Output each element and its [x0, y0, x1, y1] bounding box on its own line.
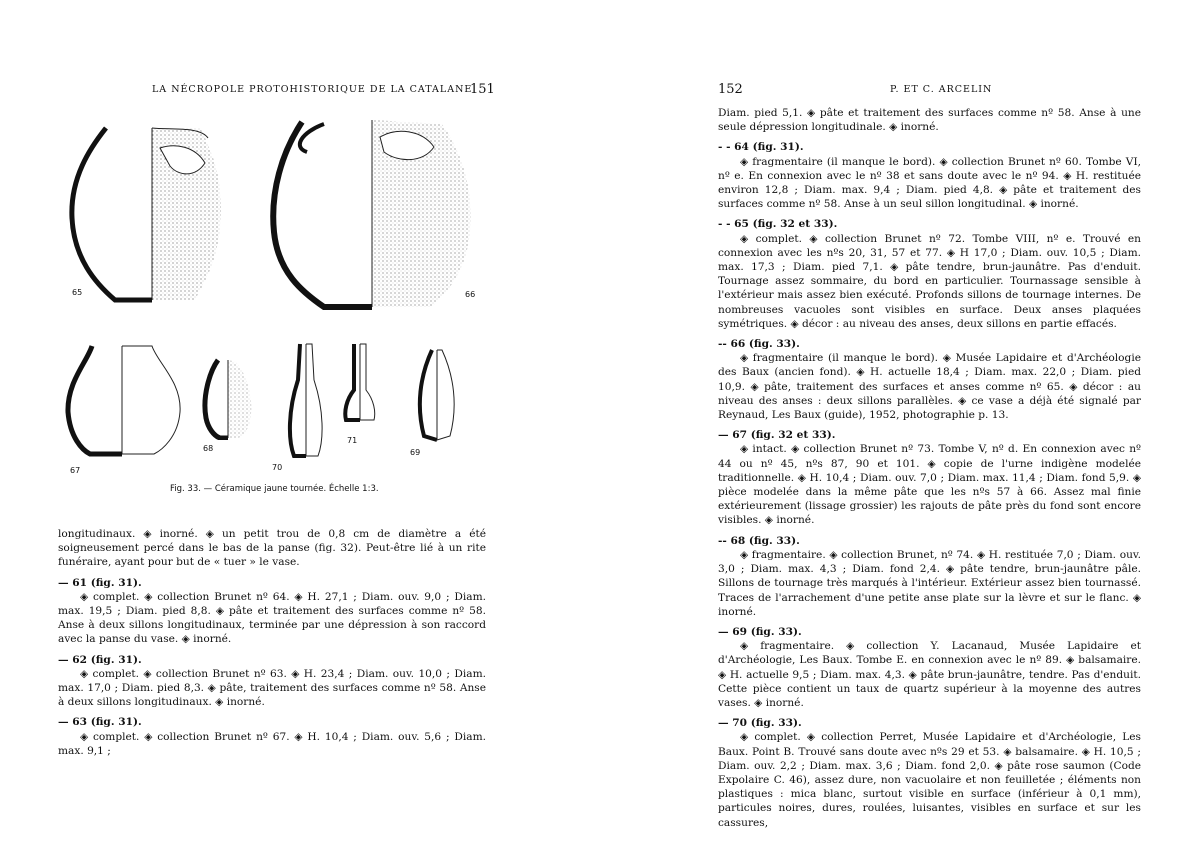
entry-body: ◈ complet. ◈ collection Brunet nº 63. ◈ H. 23,4 ; Diam. ouv. 10,0 ; Diam. max. 17,0 ; Diam. pied 8,3. ◈ pâte, traitement des surfaces comme nº 58. Anse à deux sillons longitudinaux. ◈ inorné. [58, 667, 486, 709]
running-head: LA NÉCROPOLE PROTOHISTORIQUE DE LA CATALANE [152, 84, 473, 95]
text-paragraph [58, 527, 486, 570]
paragraph-body: Diam. pied 5,1. ◈ pâte et traitement des surfaces comme nº 58. Anse à une seule dépression longitudinale. ◈ inorné. [718, 107, 1141, 134]
vessel-drawing-71 [340, 340, 380, 430]
entry-heading: — 61 (fig. 31). [58, 576, 142, 589]
figure-label: 71 [347, 436, 358, 445]
catalogue-entry-65 [718, 217, 1141, 331]
entry-body: ◈ fragmentaire. ◈ collection Brunet, nº 74. ◈ H. restituée 7,0 ; Diam. ouv. 3,0 ; Diam. max. 4,3 ; Diam. fond 2,4. ◈ pâte tendre, brun-jaunâtre pâle. Sillons de tournage très marqués à l'intérieur. Extérieur assez bien tournassé. Traces de l'arrachement d'une petite anse plate sur la lèvre et sur le flanc. ◈ inorné. [718, 548, 1141, 618]
entry-body: ◈ fragmentaire. ◈ collection Y. Lacanaud, Musée Lapidaire et d'Archéologie, Les Baux. Tombe E. en connexion avec le nº 89. ◈ balsamaire. ◈ H. actuelle 9,5 ; Diam. max. 4,3. ◈ pâte brun-jaunâtre, tendre. Pas d'enduit. Cette pièce contient un taux de quartz supérieur à la moyenne des autres vases. ◈ inorné. [718, 640, 1141, 709]
figure-label: 67 [70, 466, 81, 475]
entry-heading: — 63 (fig. 31). [58, 716, 142, 729]
entry-body: ◈ fragmentaire (il manque le bord). ◈ Musée Lapidaire et d'Archéologie des Baux (ancien fond). ◈ H. actuelle 18,4 ; Diam. max. 22,0 ; Diam. pied 10,9. ◈ pâte, traitement des surfaces et anses comme nº 65. ◈ décor : au niveau des anses : deux sillons parallèles. ◈ ce vase a déjà été signalé par Reynaud, Les Baux (guide), 1952, photographie p. 13. [718, 352, 1141, 422]
vessel-drawing-66 [262, 112, 482, 312]
catalogue-entry-69 [718, 625, 1141, 710]
entry-heading: — 69 (fig. 33). [718, 625, 802, 638]
catalogue-entry-70 [718, 716, 1141, 830]
page-number: 151 [470, 82, 495, 97]
left-text-block [58, 527, 486, 764]
entry-body: ◈ complet. ◈ collection Perret, Musée Lapidaire et d'Archéologie, Les Baux. Point B. Trouvé sans doute avec nºs 29 et 53. ◈ balsamaire. ◈ H. 10,5 ; Diam. ouv. 2,2 ; Diam. max. 3,6 ; Diam. fond 2,0. ◈ pâte rose saumon (Code Expolaire C. 46), assez dure, non vacuolaire et non feuilletée ; éléments non plastiques : mica blanc, surtout visible en surface (inférieur à 0,1 mm), particules noires, dures, roulées, luisantes, visibles en surface et sur les cassures, [718, 731, 1141, 829]
vessel-drawing-67 [62, 342, 186, 460]
vessel-drawing-70 [284, 340, 328, 460]
entry-heading: — 70 (fig. 33). [718, 717, 802, 730]
catalogue-entry-63 [58, 715, 486, 758]
entry-heading: -- 66 (fig. 33). [718, 338, 800, 351]
entry-body: ◈ complet. ◈ collection Brunet nº 72. Tombe VIII, nº e. Trouvé en connexion avec les nºs 20, 31, 57 et 77. ◈ H 17,0 ; Diam. ouv. 10,5 ; Diam. max. 17,3 ; Diam. pied 7,1. ◈ pâte tendre, brun-jaunâtre. Pas d'enduit. Tournage assez sommaire, du bord en particulier. Tournassage sensible à l'extérieur mais assez bien exécuté. Profonds sillons de tournage internes. De nombreuses vacuoles sont visibles en surface. Deux anses plaquées symétriques. ◈ décor : au niveau des anses, deux sillons en partie effacés. [718, 232, 1141, 330]
right-page [600, 0, 1200, 846]
entry-body: ◈ intact. ◈ collection Brunet nº 73. Tombe V, nº d. En connexion avec nº 44 ou nº 45, nºs 87, 90 et 101. ◈ copie de l'urne indigène modelée traditionnelle. ◈ H. 10,4 ; Diam. ouv. 7,0 ; Diam. max. 11,4 ; Diam. fond 5,9. ◈ pièce modelée dans la même pâte que les nºs 57 à 66. Assez mal finie extérieurement (lissage grossier) les rajouts de pâte près du fond sont encore visibles. ◈ inorné. [718, 443, 1141, 527]
running-head: P. ET C. ARCELIN [890, 84, 993, 95]
entry-heading: - - 65 (fig. 32 et 33). [718, 218, 838, 231]
right-text-block [718, 106, 1141, 836]
entry-heading: — 62 (fig. 31). [58, 653, 142, 666]
vessel-drawing-65 [60, 118, 230, 308]
entry-heading: -- 68 (fig. 33). [718, 534, 800, 547]
text-paragraph [718, 106, 1141, 134]
figure-label: 66 [465, 290, 476, 299]
catalogue-entry-64 [718, 140, 1141, 211]
entry-body: ◈ complet. ◈ collection Brunet nº 64. ◈ H. 27,1 ; Diam. ouv. 9,0 ; Diam. max. 19,5 ; Diam. pied 8,8. ◈ pâte et traitement des surfaces comme nº 58. Anse à deux sillons longitudinaux, terminée par une dépression à son raccord avec la panse du vase. ◈ inorné. [58, 590, 486, 646]
figure-label: 70 [272, 463, 283, 472]
catalogue-entry-66 [718, 337, 1141, 422]
figure-caption: Fig. 33. — Céramique jaune tournée. Échelle 1:3. [170, 484, 379, 494]
catalogue-entry-62 [58, 653, 486, 710]
paragraph-body: longitudinaux. ◈ inorné. ◈ un petit trou de 0,8 cm de diamètre a été soigneusement percé dans le bas de la panse (fig. 32). Peut-être lié à un rite funéraire, ayant pour but de « tuer » le vase. [58, 528, 486, 569]
catalogue-entry-68 [718, 534, 1141, 619]
entry-body: ◈ fragmentaire (il manque le bord). ◈ collection Brunet nº 60. Tombe VI, nº e. En connexion avec le nº 38 et sans doute avec le nº 94. ◈ H. restituée environ 12,8 ; Diam. max. 9,4 ; Diam. pied 4,8. ◈ pâte et traitement des surfaces comme nº 58. Anse à un seul sillon longitudinal. ◈ inorné. [718, 155, 1141, 211]
vessel-drawing-69 [412, 346, 462, 446]
page-number: 152 [718, 82, 743, 97]
entry-heading: — 67 (fig. 32 et 33). [718, 429, 836, 442]
figure-label: 69 [410, 448, 421, 457]
figure-label: 65 [72, 288, 83, 297]
catalogue-entry-61 [58, 576, 486, 647]
entry-heading: - - 64 (fig. 31). [718, 141, 804, 154]
catalogue-entry-67 [718, 428, 1141, 527]
entry-body: ◈ complet. ◈ collection Brunet nº 67. ◈ H. 10,4 ; Diam. ouv. 5,6 ; Diam. max. 9,1 ; [58, 730, 486, 757]
vessel-drawing-68 [198, 356, 258, 440]
figure-label: 68 [203, 444, 214, 453]
